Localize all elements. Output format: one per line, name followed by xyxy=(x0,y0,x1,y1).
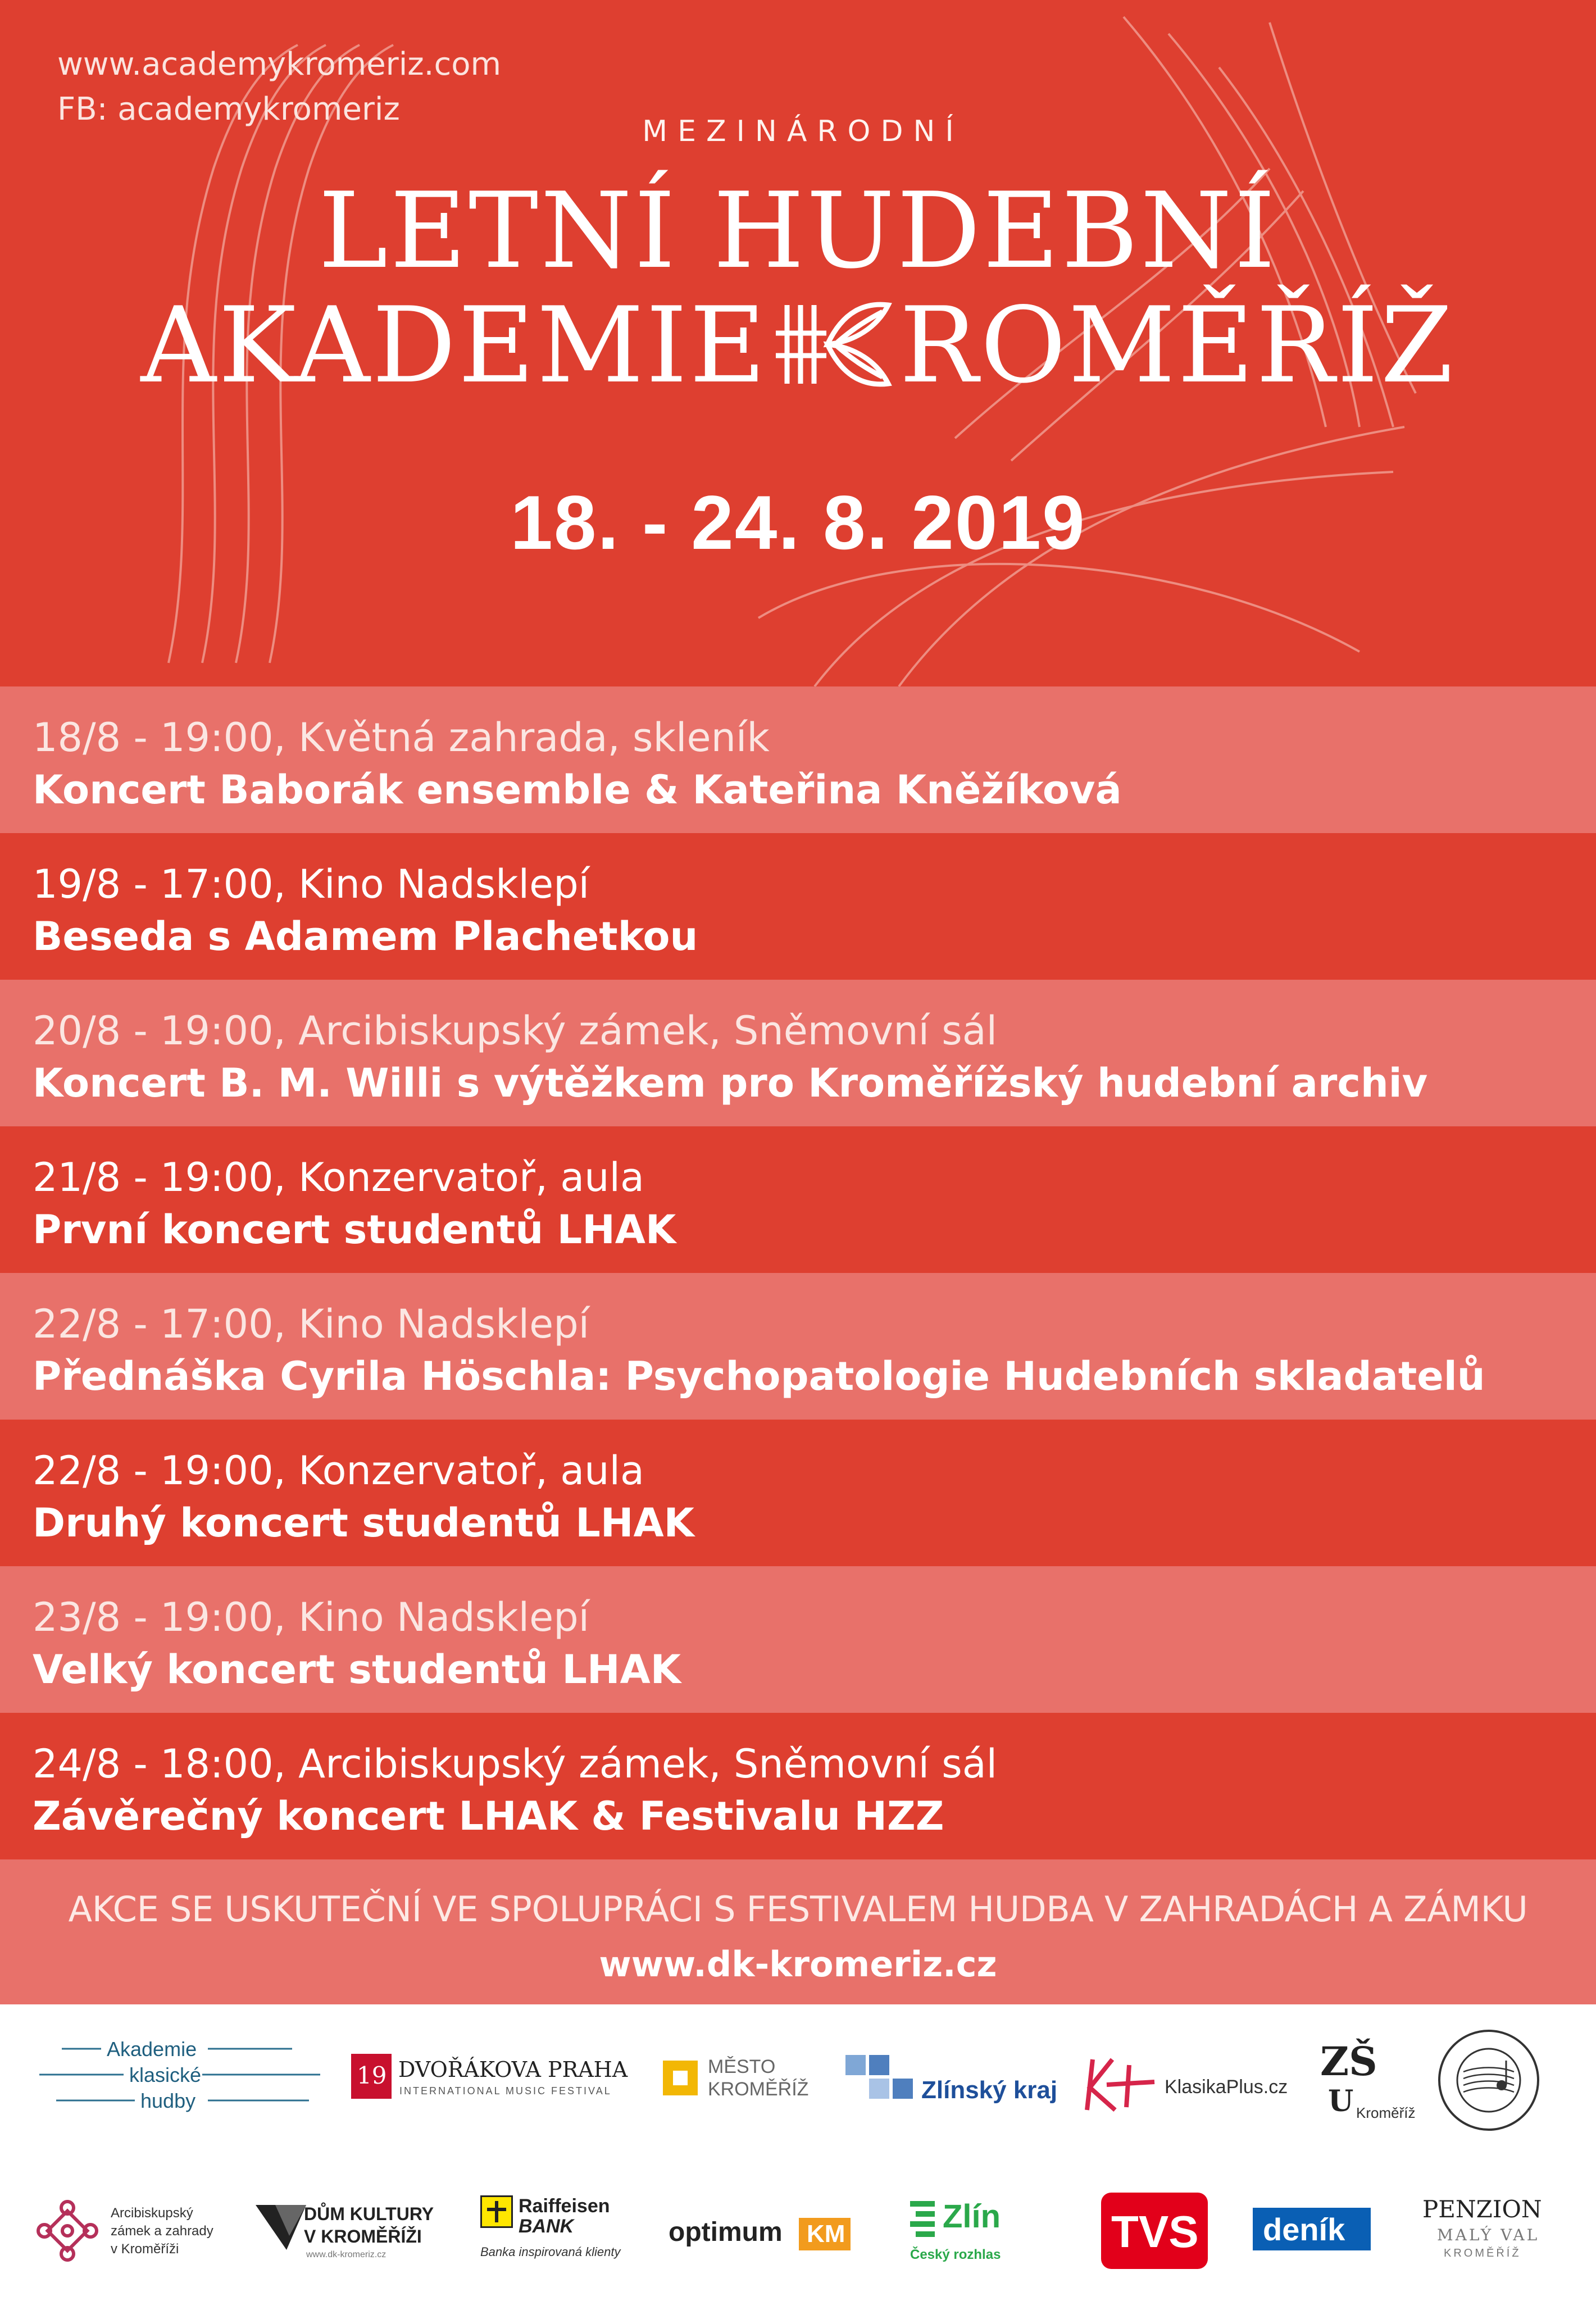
cooperation-banner xyxy=(0,1859,1596,2004)
raiffeisen-line-2: BANK xyxy=(519,2216,574,2237)
penzion-city: KROMĚŘÍŽ xyxy=(1444,2247,1521,2259)
event-title: Přednáška Cyrila Höschla: Psychopatologie Hudebních skladatelů xyxy=(33,1353,1485,1399)
zus-kromeriz-logo[interactable] xyxy=(1320,2038,1433,2128)
sponsor-logos xyxy=(0,2004,1596,2301)
dvorakova-subtitle: INTERNATIONAL MUSIC FESTIVAL xyxy=(399,2085,612,2097)
event-when: 20/8 - 19:00, Arcibiskupský zámek, Sněmovní sál xyxy=(33,1008,998,1054)
arcibiskupsky-zamek-logo[interactable] xyxy=(37,2194,272,2273)
optimum-name: optimum xyxy=(669,2217,783,2247)
penzion-name: PENZION xyxy=(1422,2195,1542,2223)
event-when: 22/8 - 19:00, Konzervatoř, aula xyxy=(33,1448,644,1494)
dvorakova-number: 19 xyxy=(357,2062,387,2089)
event-when: 24/8 - 18:00, Arcibiskupský zámek, Sněmovní sál xyxy=(33,1741,998,1787)
zus-city: Kroměříž xyxy=(1356,2104,1416,2121)
tvs-logo[interactable] xyxy=(1101,2193,1208,2271)
event-title: Beseda s Adamem Plachetkou xyxy=(33,913,698,959)
event-row xyxy=(0,686,1596,833)
zamek-flower-icon xyxy=(37,2200,98,2262)
zamek-line-3: v Kroměříži xyxy=(111,2241,179,2257)
facebook-handle[interactable]: FB: academykromeriz xyxy=(57,91,400,128)
event-row xyxy=(0,833,1596,980)
zlin-subtitle: Český rozhlas xyxy=(910,2247,1001,2262)
klasikaplus-name: KlasikaPlus.cz xyxy=(1165,2076,1288,2098)
akademie-line-1: Akademie xyxy=(107,2038,197,2061)
event-when: 23/8 - 19:00, Kino Nadsklepí xyxy=(33,1594,590,1640)
zlin-name: Zlín xyxy=(943,2198,1001,2235)
event-title: Závěrečný koncert LHAK & Festivalu HZZ xyxy=(33,1793,944,1839)
penzion-maly-val-logo[interactable] xyxy=(1416,2195,1550,2274)
optimum-km-logo[interactable] xyxy=(669,2213,865,2258)
tvs-name: TVS xyxy=(1111,2207,1199,2257)
mesto-line-2: KROMĚŘÍŽ xyxy=(708,2079,809,2100)
klasikaplus-logo[interactable] xyxy=(1081,2054,1295,2116)
zamek-line-2: zámek a zahrady xyxy=(111,2223,213,2239)
dum-url: www.dk-kromeriz.cz xyxy=(306,2250,387,2259)
event-row xyxy=(0,1420,1596,1566)
event-when: 19/8 - 17:00, Kino Nadsklepí xyxy=(33,861,590,907)
konzervator-seal-icon xyxy=(1435,2027,1542,2134)
zus-u: U xyxy=(1328,2084,1354,2118)
raiffeisen-tagline: Banka inspirovaná klienty xyxy=(480,2245,621,2259)
title-line-2 xyxy=(0,284,1596,406)
maly-val-name: MALÝ VAL xyxy=(1437,2226,1540,2244)
akademie-klasicke-hudby-logo[interactable] xyxy=(39,2035,326,2114)
website-link[interactable]: www.academykromeriz.com xyxy=(57,46,502,83)
header-kicker: MEZINÁRODNÍ xyxy=(642,115,964,148)
event-title: Druhý koncert studentů LHAK xyxy=(33,1500,694,1546)
event-when: 22/8 - 17:00, Kino Nadsklepí xyxy=(33,1301,590,1347)
event-schedule xyxy=(0,686,1596,1859)
akademie-line-2: klasické xyxy=(129,2063,202,2086)
raiffeisen-line-1: Raiffeisen xyxy=(519,2195,610,2217)
event-row xyxy=(0,1273,1596,1420)
event-row xyxy=(0,1566,1596,1713)
mesto-kromeriz-logo[interactable] xyxy=(663,2056,831,2112)
zlinsky-square-4 xyxy=(893,2079,913,2099)
denik-logo[interactable] xyxy=(1253,2208,1371,2253)
kromeriz-k-logo-icon xyxy=(776,299,894,389)
denik-name: deník xyxy=(1263,2212,1345,2247)
dvorakova-praha-logo[interactable] xyxy=(351,2054,628,2104)
event-row xyxy=(0,1713,1596,1859)
event-when: 18/8 - 19:00, Květná zahrada, skleník xyxy=(33,715,770,761)
mesto-line-1: MĚSTO xyxy=(708,2056,776,2077)
event-row xyxy=(0,980,1596,1126)
event-title: Koncert Baborák ensemble & Kateřina Kněžíková xyxy=(33,767,1122,813)
dum-line-1: DŮM KULTURY xyxy=(304,2204,434,2224)
title-akademie: AKADEMIE xyxy=(140,284,769,406)
optimum-km: KM xyxy=(807,2220,845,2248)
festival-dates: 18. - 24. 8. 2019 xyxy=(510,480,1086,565)
cooperation-link[interactable]: www.dk-kromeriz.cz xyxy=(599,1944,997,1985)
cooperation-text: AKCE SE USKUTEČNÍ VE SPOLUPRÁCI S FESTIVALEM HUDBA V ZAHRADÁCH A ZÁMKU xyxy=(68,1889,1528,1930)
zamek-line-1: Arcibiskupský xyxy=(111,2205,193,2221)
dvorakova-name: DVOŘÁKOVA PRAHA xyxy=(398,2057,628,2082)
zlinsky-square-2 xyxy=(869,2055,889,2075)
rozhlas-bars-icon xyxy=(910,2201,938,2240)
klasikaplus-mark-icon xyxy=(1081,2054,1160,2116)
event-row xyxy=(0,1126,1596,1273)
raiffeisen-cross-bar-icon xyxy=(487,2208,506,2211)
mesto-square-inner-icon xyxy=(673,2071,688,2085)
event-title: První koncert studentů LHAK xyxy=(33,1207,676,1253)
zus-mark: ZŠ xyxy=(1320,2038,1377,2085)
raiffeisen-cross-icon xyxy=(495,2201,498,2222)
event-when: 21/8 - 19:00, Konzervatoř, aula xyxy=(33,1154,644,1200)
zlinsky-kraj-logo[interactable] xyxy=(845,2055,1059,2111)
zlinsky-square-1 xyxy=(845,2055,866,2075)
dum-kultury-triangle-icon xyxy=(256,2205,306,2250)
akademie-line-3: hudby xyxy=(140,2089,196,2112)
dum-kultury-logo[interactable] xyxy=(256,2198,435,2271)
title-kromeriz: ROMĚŘÍŽ xyxy=(899,284,1456,406)
konzervator-logo[interactable] xyxy=(1435,2027,1542,2134)
event-title: Koncert B. M. Willi s výtěžkem pro Kroměřížský hudební archiv xyxy=(33,1060,1428,1106)
dum-line-2: V KROMĚŘÍŽI xyxy=(304,2226,422,2247)
zlinsky-name: Zlínský kraj xyxy=(921,2076,1058,2104)
raiffeisen-bank-logo[interactable] xyxy=(480,2195,649,2274)
title-line-1: LETNÍ HUDEBNÍ xyxy=(318,170,1278,292)
zlinsky-square-3 xyxy=(869,2079,889,2099)
cesky-rozhlas-zlin-logo[interactable] xyxy=(910,2195,1056,2274)
header xyxy=(0,0,1596,686)
event-title: Velký koncert studentů LHAK xyxy=(33,1647,681,1693)
